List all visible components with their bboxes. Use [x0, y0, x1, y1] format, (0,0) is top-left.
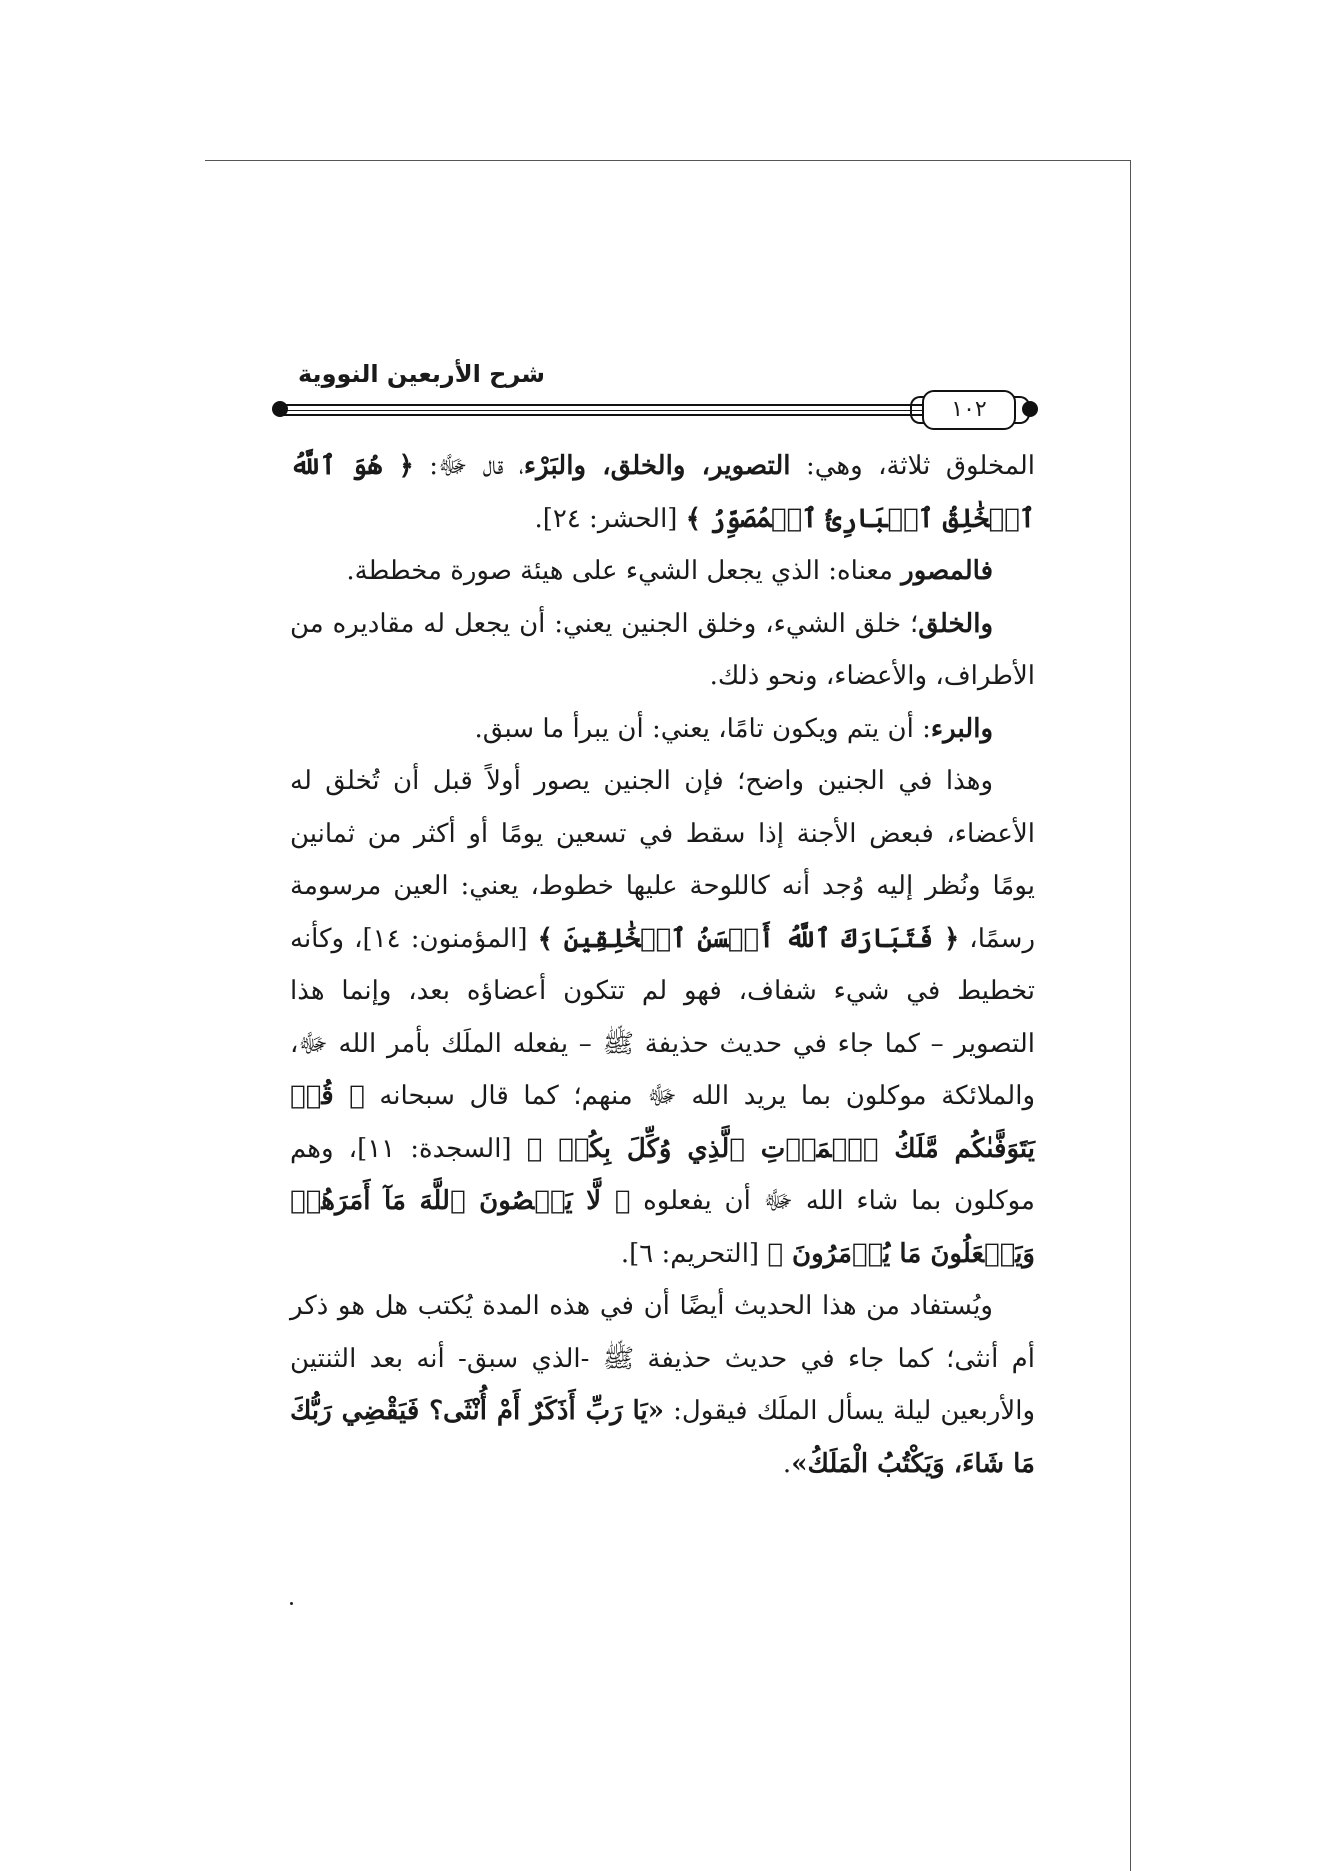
quran-verse: ﴿ فَتَبَارَكَ ٱللَّهُ أَحۡسَنُ ٱلۡخَٰلِقِينَ ﴾ [537, 923, 960, 954]
text-run: ويُستفاد من هذا الحديث أيضًا أن في هذه المدة يُكتب هل هو ذكر أم أنثى؛ كما جاء في حديث حذيفة ﷺ -الذي سبق- أنه بعد الثنتين والأربعين ليلة يسأل الملَك فيقول: [290, 1291, 1035, 1426]
term-bold: فالمصور [901, 556, 993, 586]
text-run: ، قال ﷻ: [413, 451, 524, 481]
term-bold: والبرء [930, 713, 993, 744]
text-run: [المؤمنون: ١٤]، وكأنه تخطيط في شيء شفاف، فهو لم تتكون أعضاؤه بعد، وإنما هذا التصوير – كما جاء في حديث حذيفة ﷺ – يفعله الملَك بأمر الله ﷻ، والملائكة موكلون بما يريد الله ﷻ منهم؛ كما قال سبحانه [290, 923, 1035, 1111]
crop-mark-top [205, 160, 1130, 161]
header-rule [282, 414, 972, 416]
paragraph [290, 703, 1035, 756]
crop-mark-right [1130, 160, 1131, 1871]
paragraph [290, 755, 1035, 1280]
term-bold: والخلق [918, 608, 993, 639]
paragraph [290, 598, 1035, 703]
paragraph [290, 440, 1035, 545]
book-title: شرح الأربعين النووية [298, 360, 545, 388]
quran-verse: ﴿ لَّا يَعۡصُونَ ٱللَّهَ مَآ أَمَرَهُمۡ وَيَفۡعَلُونَ مَا يُؤۡمَرُونَ ﴾ [290, 1186, 1035, 1269]
paragraph [290, 545, 1035, 598]
page-body [290, 440, 1035, 1490]
header-rule [282, 404, 972, 406]
text-run: . [782, 1448, 792, 1479]
text-run: [الحشر: ٢٤]. [534, 503, 686, 534]
paragraph [290, 1280, 1035, 1490]
text-run: : أن يتم ويكون تامًا، يعني: أن يبرأ ما سبق. [474, 713, 931, 744]
text-run: معناه: الذي يجعل الشيء على هيئة صورة مخططة. [346, 556, 902, 586]
scan-speck [290, 1602, 293, 1605]
page-header [270, 360, 1040, 432]
header-rule [282, 410, 972, 411]
page-number: ١٠٢ [922, 390, 1016, 430]
text-run: ؛ خلق الشيء، وخلق الجنين يعني: أن يجعل له مقاديره من الأطراف، والأعضاء، ونحو ذلك. [290, 608, 1035, 691]
text-run: وهذا في الجنين واضح؛ فإن الجنين يصور أولاً قبل أن تُخلق له الأعضاء، فبعض الأجنة إذا سقط في تسعين يومًا أو أكثر من ثمانين يومًا ونُظر إليه وُجد أنه كاللوحة عليها خطوط، يعني: العين مرسومة رسمًا، [290, 766, 1035, 954]
text-run: [السجدة: ١١]، وهم موكلون بما شاء الله ﷻ أن يفعلوه [290, 1133, 1035, 1216]
hadith-quote: «يَا رَبِّ أَذَكَرٌ أَمْ أُنْثَى؟ فَيَقْضِي رَبُّكَ مَا شَاءَ، وَيَكْتُبُ الْمَلَكُ» [290, 1396, 1035, 1479]
text-run: [التحريم: ٦]. [620, 1238, 768, 1269]
quran-verse: ﴿ هُوَ ٱللَّهُ ٱلۡخَٰلِقُ ٱلۡبَارِئُ ٱلۡمُصَوِّرُ ﴾ [290, 451, 1035, 534]
term-bold: التصوير، والخلق، والبَرْء [523, 451, 791, 481]
header-ornament-right [1022, 401, 1038, 417]
quran-verse: ﴿ قُلۡ يَتَوَفَّىٰكُم مَّلَكُ ٱلۡمَوۡتِ ٱلَّذِي وُكِّلَ بِكُمۡ ﴾ [290, 1081, 1036, 1164]
text-run: المخلوق ثلاثة، وهي: [790, 451, 1035, 481]
